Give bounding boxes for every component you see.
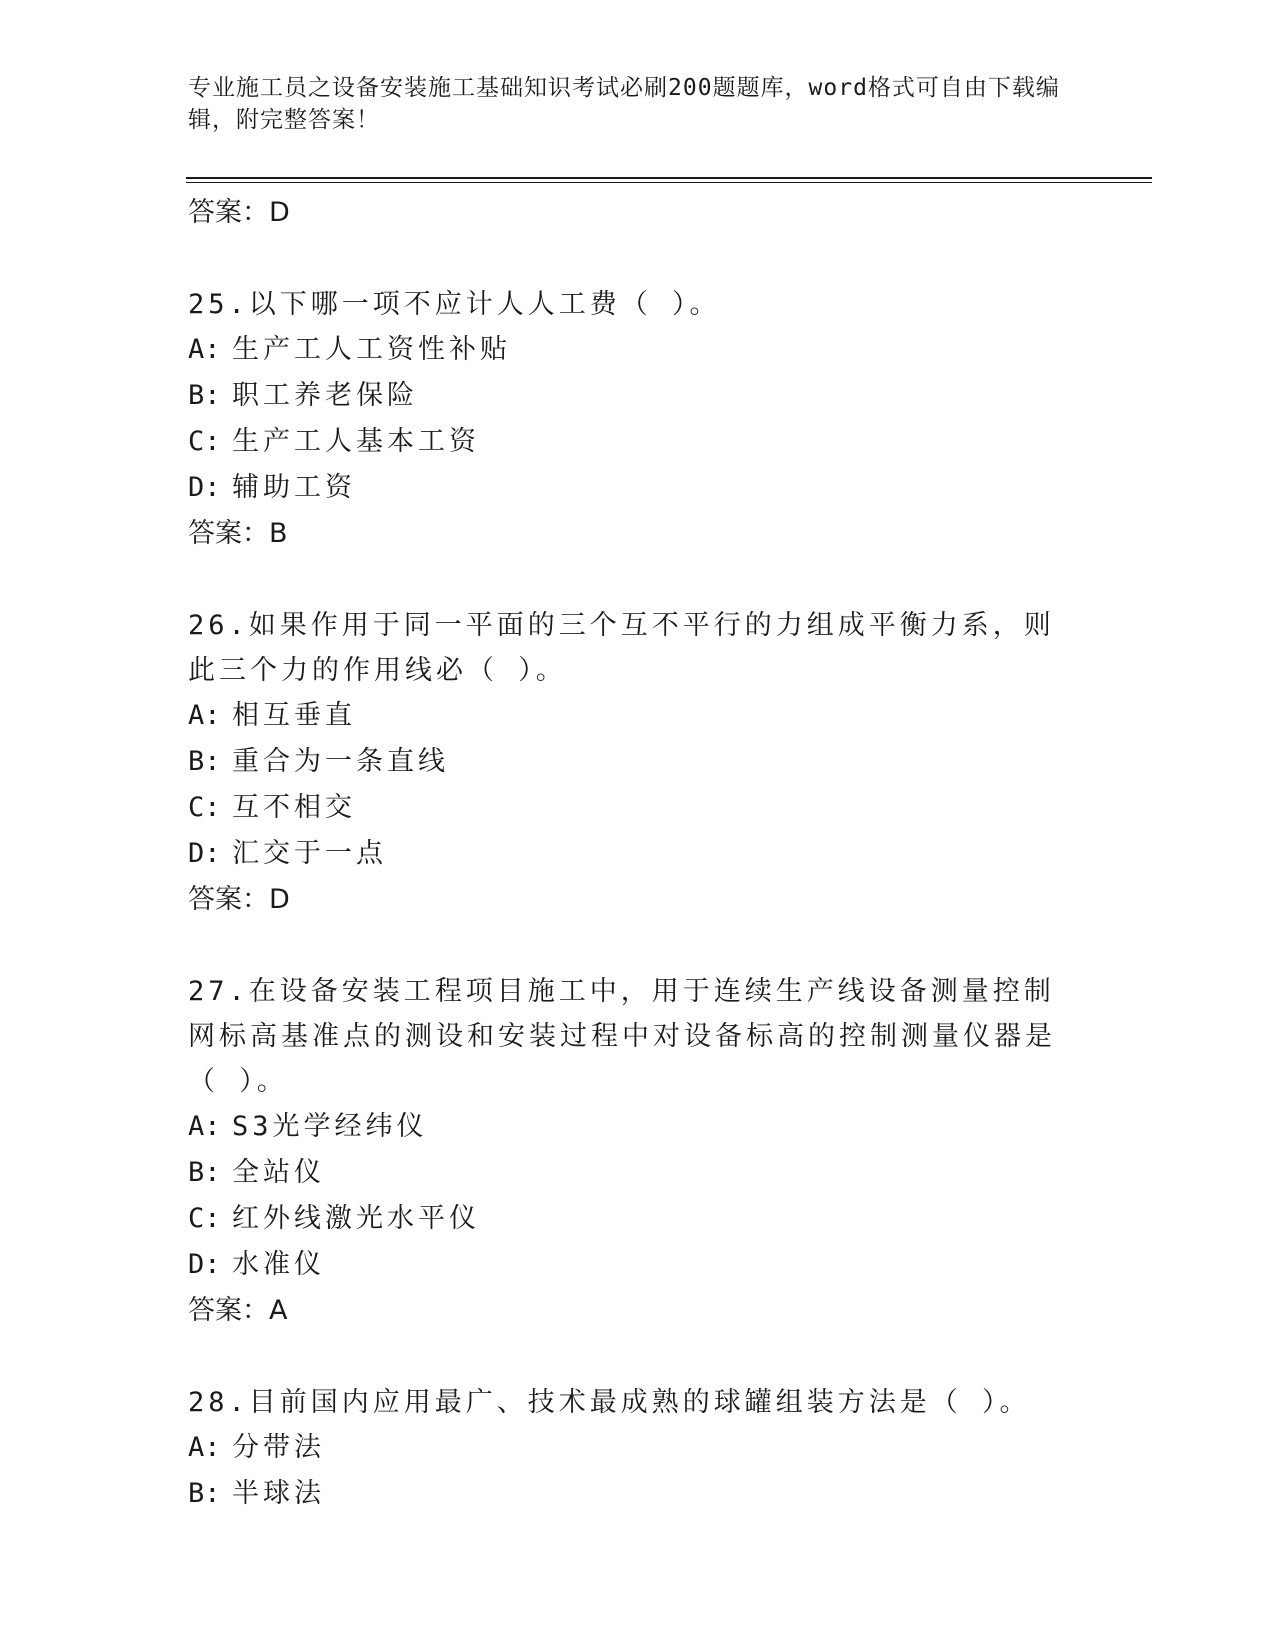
question-25 [188, 282, 1088, 557]
option-b [188, 1150, 1088, 1196]
option-letter: B: [188, 1478, 221, 1509]
option-text: 生产工人基本工资 [232, 426, 480, 457]
option-a [188, 1104, 1088, 1150]
option-c [188, 1196, 1088, 1242]
spacer [188, 557, 1088, 603]
option-d [188, 1242, 1088, 1288]
page-header: 专业施工员之设备安装施工基础知识考试必刷200题题库，word格式可自由下载编辑，附完整答案！ [188, 75, 1060, 133]
option-letter: D: [188, 838, 221, 869]
question-text: 25.以下哪一项不应计人人工费（ ）。 [188, 289, 721, 320]
spacer [188, 236, 1088, 282]
option-text: 半球法 [232, 1478, 325, 1509]
spacer [188, 1334, 1088, 1380]
option-text: 分带法 [232, 1432, 325, 1463]
option-letter: D: [188, 1249, 221, 1280]
option-letter: C: [188, 426, 221, 457]
option-d [188, 465, 1088, 511]
option-b [188, 373, 1088, 419]
option-text: 职工养老保险 [232, 380, 418, 411]
question-text: 28.目前国内应用最广、技术最成熟的球罐组装方法是（ ）。 [188, 1387, 1031, 1418]
answer-line: 答案：D [188, 197, 290, 228]
option-text: 生产工人工资性补贴 [232, 334, 511, 365]
option-text: 汇交于一点 [232, 838, 387, 869]
question-26 [188, 603, 1088, 923]
option-letter: A: [188, 1432, 221, 1463]
answer-line: 答案：D [188, 884, 290, 915]
answer-line: 答案：A [188, 1295, 288, 1326]
option-text: 重合为一条直线 [232, 746, 449, 777]
option-letter: B: [188, 380, 221, 411]
option-text: 互不相交 [232, 792, 356, 823]
option-a [188, 327, 1088, 373]
option-text: S3光学经纬仪 [232, 1111, 428, 1142]
header-rule-thin [186, 182, 1152, 183]
spacer [188, 923, 1088, 969]
question-text: 26.如果作用于同一平面的三个互不平行的力组成平衡力系，则此三个力的作用线必（ ）。 [188, 610, 1055, 686]
option-letter: A: [188, 700, 221, 731]
option-letter: B: [188, 1157, 221, 1188]
option-letter: B: [188, 746, 221, 777]
option-text: 相互垂直 [232, 700, 356, 731]
option-text: 辅助工资 [232, 472, 356, 503]
option-text: 水准仪 [232, 1249, 325, 1280]
option-a [188, 1425, 1088, 1471]
option-d [188, 831, 1088, 877]
option-text: 全站仪 [232, 1157, 325, 1188]
option-letter: C: [188, 1203, 221, 1234]
option-letter: D: [188, 472, 221, 503]
question-text: 27.在设备安装工程项目施工中，用于连续生产线设备测量控制网标高基准点的测设和安装过程中对设备标高的控制测量仪器是（ ）。 [188, 976, 1056, 1097]
option-letter: C: [188, 792, 221, 823]
option-letter: A: [188, 334, 221, 365]
option-b [188, 739, 1088, 785]
answer-line: 答案：B [188, 518, 288, 549]
question-28 [188, 1380, 1088, 1517]
option-a [188, 693, 1088, 739]
question-list [188, 190, 1088, 1517]
header-rule-thick [186, 177, 1152, 179]
option-letter: A: [188, 1111, 221, 1142]
question-27 [188, 969, 1088, 1334]
option-c [188, 785, 1088, 831]
option-c [188, 419, 1088, 465]
option-text: 红外线激光水平仪 [232, 1203, 480, 1234]
option-b [188, 1471, 1088, 1517]
